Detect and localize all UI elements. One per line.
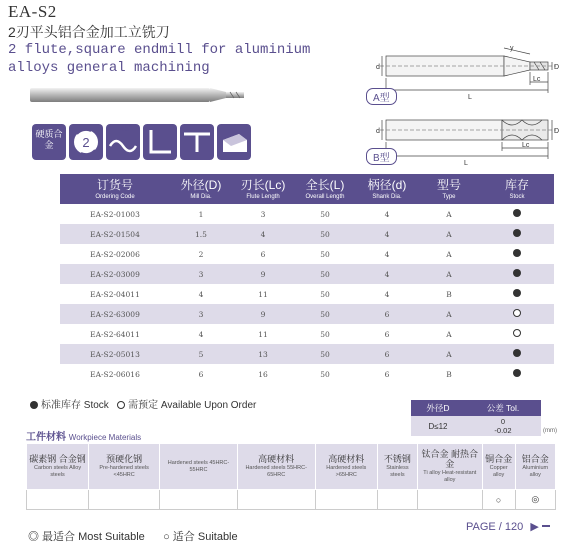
table-row — [60, 324, 554, 344]
in-stock-icon — [513, 289, 521, 297]
cell-stock — [480, 344, 554, 364]
cell-type: A — [446, 249, 452, 259]
dim-l-b: L — [464, 160, 468, 166]
cell-d: 6 — [356, 304, 418, 324]
col-header-overall-length: 全长(L) Overall Length — [294, 174, 356, 204]
cell-type: A — [418, 344, 480, 364]
type-a-tag: A型 — [366, 88, 397, 105]
product-title-en-line2: alloys general machining — [8, 60, 210, 76]
in-stock-icon — [30, 401, 38, 409]
col-header-code: 订货号 Ordering Code — [60, 174, 170, 204]
carbide-label: 硬质合金 — [35, 129, 63, 150]
workpiece-mark — [315, 490, 377, 510]
cell-l: 50 — [320, 209, 330, 219]
cell-code: EA-S2-06016 — [90, 369, 140, 379]
carbide-icon — [32, 124, 66, 160]
cell-stock — [480, 244, 554, 264]
dim-d-shank-a: d — [376, 64, 380, 71]
col-header-flute-length: 刃长(Lc) Flute Length — [232, 174, 294, 204]
side-milling-icon — [217, 124, 251, 160]
cell-lc: 9 — [232, 304, 294, 324]
square-end-icon — [143, 124, 177, 160]
stock-legend-order: 需预定 Available Upon Order — [128, 400, 257, 411]
product-title-en-line1: 2 flute,square endmill for aluminium — [8, 42, 311, 58]
cell-code: EA-S2-01504 — [60, 224, 170, 244]
cell-d: 6 — [384, 329, 390, 339]
cell-code: EA-S2-02006 — [90, 249, 140, 259]
tol-col-dia: 外径D — [411, 400, 465, 416]
workpiece-col: 碳素钢 合金钢 Carbon steels Alloy steels — [27, 444, 89, 490]
workpiece-col: 高硬材料 Hardened steels 55HRC-65HRC — [237, 444, 315, 490]
cell-type: A — [418, 224, 480, 244]
table-row — [60, 304, 554, 324]
page-number: PAGE / 120 ▶ — [466, 520, 550, 533]
cell-code: EA-S2-04011 — [90, 289, 140, 299]
cell-d: 2 — [198, 249, 204, 259]
cell-stock — [480, 324, 554, 344]
cell-code: EA-S2-01003 — [90, 209, 140, 219]
table-row — [60, 244, 554, 264]
table-row — [60, 284, 554, 304]
cell-code: EA-S2-63009 — [60, 304, 170, 324]
workpiece-col: 钛合金 耐热合金 Ti alloy Heat-resistant alloy — [417, 444, 482, 490]
in-stock-icon — [513, 349, 521, 357]
most-suitable-label: ◎ 最适合 Most Suitable — [28, 531, 145, 543]
cell-code: EA-S2-03009 — [60, 264, 170, 284]
product-title-cn: 2刃平头铝合金加工立铣刀 — [8, 24, 170, 40]
suitable-label: ○ 适合 Suitable — [163, 531, 238, 543]
cell-l: 50 — [320, 329, 330, 339]
workpiece-col: 高硬材料 Hardened steels >65HRC — [315, 444, 377, 490]
tolerance-unit: (mm) — [543, 428, 557, 434]
workpiece-mark — [160, 490, 238, 510]
tol-values: 0 -0.02 — [465, 416, 541, 436]
cell-type: A — [418, 304, 480, 324]
upon-order-icon — [117, 401, 125, 409]
cell-code: EA-S2-05013 — [60, 344, 170, 364]
cell-d: 4 — [384, 249, 390, 259]
col-header-stock: 库存 Stock — [480, 174, 554, 204]
in-stock-icon — [513, 249, 521, 257]
cell-lc: 11 — [258, 329, 268, 339]
helix-angle-label: 45° — [120, 124, 133, 133]
cell-d: 6 — [198, 369, 204, 379]
table-row — [60, 364, 554, 384]
cell-l: 50 — [320, 369, 330, 379]
cell-stock — [480, 264, 554, 284]
stock-legend-standard: 标准库存 Stock — [41, 400, 109, 411]
tol-range: D≤12 — [411, 416, 465, 436]
cell-d: 3 — [170, 304, 232, 324]
cell-d: 4 — [384, 209, 390, 219]
next-arrow-icon: ▶ — [530, 521, 539, 533]
cell-d: 4 — [198, 329, 204, 339]
workpiece-col: 预硬化钢 Pre-hardened steels <45HRC — [89, 444, 160, 490]
cell-d: 5 — [170, 344, 232, 364]
cell-type: A — [446, 329, 452, 339]
dim-d-mill-b: D — [554, 128, 560, 135]
flute-count-icon — [69, 124, 103, 160]
product-code: EA-S2 — [8, 2, 57, 21]
dim-y-a: y — [510, 45, 514, 52]
workpiece-mark — [27, 490, 89, 510]
upon-order-icon — [513, 329, 521, 337]
cell-l: 50 — [320, 249, 330, 259]
dim-lc-a: Lc — [533, 76, 541, 83]
workpiece-mark — [89, 490, 160, 510]
in-stock-icon — [513, 229, 521, 237]
spec-table — [60, 174, 554, 384]
workpiece-title: 工件材料 Workpiece Materials — [26, 432, 142, 443]
stock-legend — [30, 396, 256, 411]
suitability-legend — [28, 528, 238, 544]
cell-lc: 13 — [232, 344, 294, 364]
cell-l: 50 — [294, 224, 356, 244]
dim-d-mill-a: D — [554, 64, 560, 71]
cell-l: 50 — [320, 289, 330, 299]
cell-lc: 4 — [232, 224, 294, 244]
table-row — [60, 204, 554, 224]
cell-d: 4 — [356, 224, 418, 244]
table-row — [60, 264, 554, 284]
workpiece-col: 不锈钢 Stainless steels — [378, 444, 418, 490]
cell-d: 4 — [356, 264, 418, 284]
table-row — [60, 344, 554, 364]
workpiece-mark: ◎ — [515, 490, 555, 510]
feature-icon-strip — [32, 124, 254, 160]
workpiece-mark — [417, 490, 482, 510]
tolerance-table — [411, 400, 541, 436]
workpiece-col: 铜合金 Copper alloy — [482, 444, 515, 490]
cell-type: B — [446, 369, 452, 379]
in-stock-icon — [513, 209, 521, 217]
cell-d: 4 — [198, 289, 204, 299]
dim-d-shank-b: d — [376, 128, 380, 135]
type-b-tag: B型 — [366, 148, 397, 165]
workpiece-mark — [237, 490, 315, 510]
col-header-shank-dia: 柄径(d) Shank Dia. — [356, 174, 418, 204]
cell-stock — [480, 304, 554, 324]
workpiece-mark — [378, 490, 418, 510]
flute-count: 2 — [82, 135, 90, 150]
drawing-type-a — [372, 38, 560, 102]
cell-d: 1.5 — [170, 224, 232, 244]
dim-l-a: L — [468, 94, 472, 101]
cell-lc: 11 — [258, 289, 268, 299]
cell-stock — [480, 284, 554, 304]
cell-code: EA-S2-64011 — [90, 329, 140, 339]
workpiece-col: Hardened steels 45HRC-55HRC — [160, 444, 238, 490]
endmill-photo — [30, 84, 250, 106]
dim-lc-b: Lc — [522, 142, 530, 149]
cell-type: A — [446, 209, 452, 219]
cell-l: 50 — [294, 344, 356, 364]
col-header-type: 型号 Type — [418, 174, 480, 204]
workpiece-mark: ○ — [482, 490, 515, 510]
cell-type: A — [418, 264, 480, 284]
cell-lc: 3 — [260, 209, 266, 219]
cell-stock — [480, 224, 554, 244]
upon-order-icon — [513, 309, 521, 317]
cell-type: B — [446, 289, 452, 299]
cell-d: 4 — [384, 289, 390, 299]
slot-milling-icon — [180, 124, 214, 160]
cell-l: 50 — [294, 304, 356, 324]
in-stock-icon — [513, 369, 521, 377]
cell-lc: 6 — [260, 249, 266, 259]
col-header-mill-dia: 外径(D) Mill Dia. — [170, 174, 232, 204]
cell-stock — [480, 204, 554, 224]
cell-lc: 16 — [258, 369, 268, 379]
drawing-type-b — [372, 112, 560, 166]
dash-icon — [542, 525, 550, 527]
cell-stock — [480, 364, 554, 384]
cell-d: 1 — [198, 209, 204, 219]
cell-d: 3 — [170, 264, 232, 284]
tol-col-tol: 公差 Tol. — [465, 400, 541, 416]
workpiece-col: 铝合金 Aluminium alloy — [515, 444, 555, 490]
workpiece-table — [26, 443, 556, 510]
cell-lc: 9 — [232, 264, 294, 284]
cell-d: 6 — [356, 344, 418, 364]
cell-l: 50 — [294, 264, 356, 284]
table-row — [60, 224, 554, 244]
cell-d: 6 — [384, 369, 390, 379]
in-stock-icon — [513, 269, 521, 277]
